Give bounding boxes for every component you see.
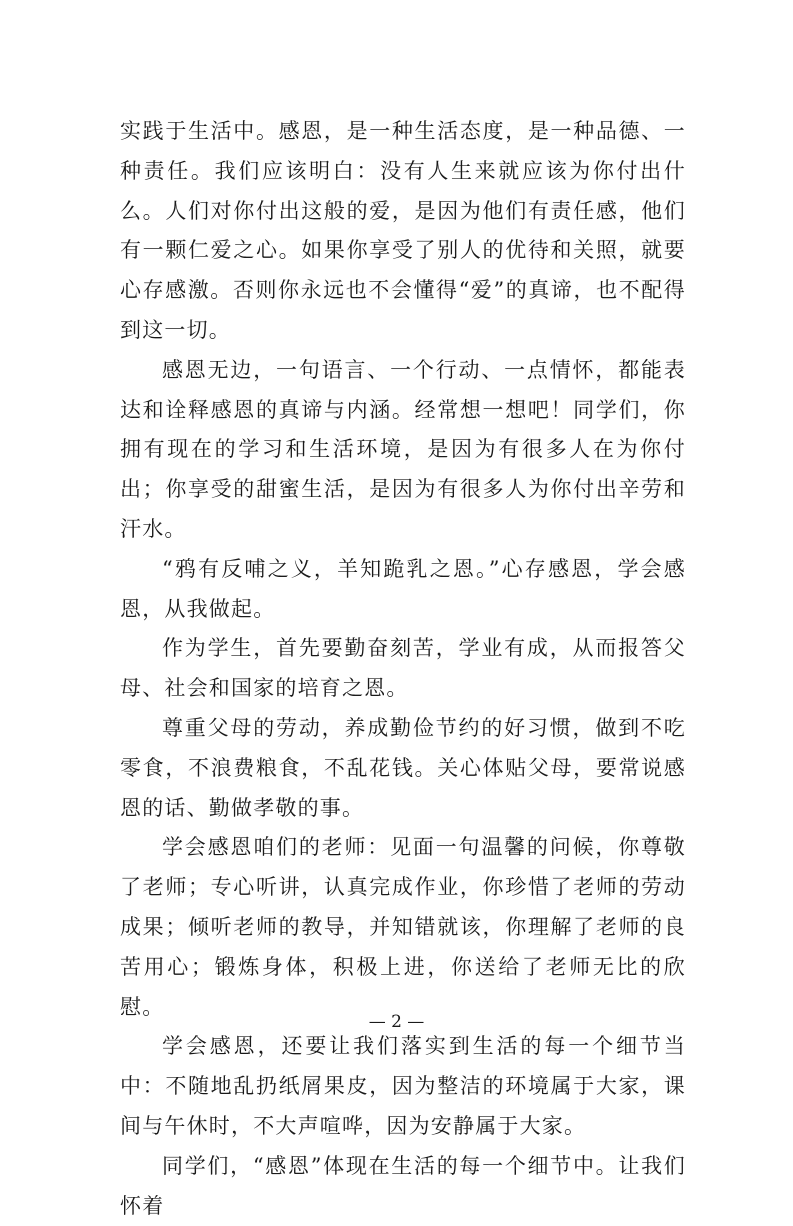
paragraph: 作为学生，首先要勤奋刻苦，学业有成，从而报答父母、社会和国家的培育之恩。 bbox=[120, 636, 686, 701]
paragraph: “鸦有反哺之义，羊知跪乳之恩。”心存感恩，学会感恩，从我做起。 bbox=[120, 556, 686, 621]
paragraph: 感恩无边，一句语言、一个行动、一点情怀，都能表达和诠释感恩的真谛与内涵。经常想一想吧！同学们，你拥有现在的学习和生活环境，是因为有很多人在为你付出；你享受的甜蜜生活，是因为有很多人为你付出辛劳和汗水。 bbox=[120, 357, 686, 541]
paragraph: 学会感恩咱们的老师：见面一句温馨的问候，你尊敬了老师；专心听讲，认真完成作业，你珍惜了老师的劳动成果；倾听老师的教导，并知错就该，你理解了老师的良苦用心；锻炼身体，积极上进，你送给了老师无比的欣慰。 bbox=[120, 835, 686, 1019]
paragraph: 学会感恩，还要让我们落实到生活的每一个细节当中：不随地乱扔纸屑果皮，因为整洁的环境属于大家，课间与午休时，不大声喧哗，因为安静属于大家。 bbox=[120, 1034, 686, 1138]
paragraph: 同学们，“感恩”体现在生活的每一个细节中。让我们怀着 bbox=[120, 1153, 686, 1218]
document-body bbox=[120, 112, 686, 1226]
paragraph-continued: 实践于生活中。感恩，是一种生活态度，是一种品德、一种责任。我们应该明白：没有人生来就应该为你付出什么。人们对你付出这般的爱，是因为他们有责任感，他们有一颗仁爱之心。如果你享受了别人的优待和关照，就要心存感激。否则你永远也不会懂得“爱”的真谛，也不配得到这一切。 bbox=[120, 119, 686, 342]
paragraph: 尊重父母的劳动，养成勤俭节约的好习惯，做到不吃零食，不浪费粮食，不乱花钱。关心体贴父母，要常说感恩的话、勤做孝敬的事。 bbox=[120, 715, 686, 820]
page-number: — 2 — bbox=[368, 1012, 425, 1032]
